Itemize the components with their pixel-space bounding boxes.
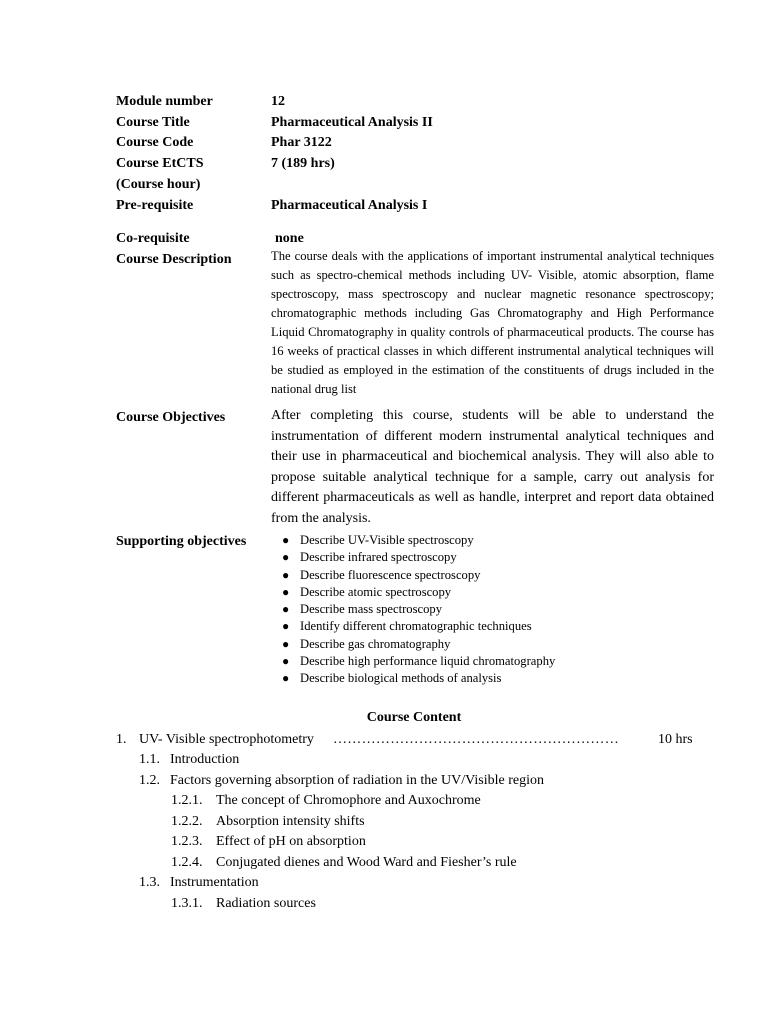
item-number: 1.2.1. [171,793,203,808]
list-item: ● Describe fluorescence spectroscopy [271,567,555,584]
item-text: UV- Visible spectrophotometry [139,732,314,747]
bullet-icon: ● [282,636,290,651]
course-etcts-value: 7 (189 hrs) [271,156,335,171]
list-item: ● Describe high performance liquid chromatography [271,653,555,670]
list-item: ● Identify different chromatographic techniques [271,618,555,635]
list-item: ● Describe atomic spectroscopy [271,584,555,601]
item-text: Factors governing absorption of radiation in the UV/Visible region [170,773,544,788]
item-number: 1.2.4. [171,855,203,870]
bullet-icon: ● [282,654,290,669]
item-text: The concept of Chromophore and Auxochrome [216,793,481,808]
list-item: ● Describe gas chromatography [271,636,555,653]
module-number-label: Module number [116,94,213,109]
course-code-value: Phar 3122 [271,135,332,150]
item-text: Radiation sources [216,896,316,911]
supporting-objectives-list [271,532,555,688]
item-text: Absorption intensity shifts [216,814,365,829]
list-item: ● Describe UV-Visible spectroscopy [271,532,555,549]
bullet-icon: ● [282,584,290,599]
module-number-value: 12 [271,94,285,109]
item-number: 1.2.2. [171,814,203,829]
pre-requisite-label: Pre-requisite [116,198,194,213]
co-requisite-label: Co-requisite [116,231,190,246]
item-hours: 10 hrs [658,732,693,747]
item-text: Effect of pH on absorption [216,834,366,849]
pre-requisite-value: Pharmaceutical Analysis I [271,198,428,213]
bullet-icon: ● [282,602,290,617]
item-number: 1. [116,732,127,747]
course-objectives-text: After completing this course, students will be able to understand the instrumentation of different modern instrumental analytical techniques and their use in pharmaceutical and biochemical analysis. They will also able to propose suitable analytical technique for a sample, carry out analysis for different pharmaceuticals as well as handle, interpret and report data obtained from the analysis. [271,408,714,526]
course-code-label: Course Code [116,135,194,150]
bullet-icon: ● [282,550,290,565]
course-hour-label: (Course hour) [116,177,201,192]
supporting-objectives-label: Supporting objectives [116,534,247,549]
list-item: ● Describe mass spectroscopy [271,601,555,618]
item-text: Introduction [170,752,240,767]
course-title-label: Course Title [116,115,190,130]
bullet-icon: ● [282,533,290,547]
course-description-text: The course deals with the applications of important instrumental analytical techniques such as spectro-chemical methods including UV- Visible, atomic absorption, flame spectroscopy, mass spectroscopy and nuclear magnetic resonance spectroscopy; chromatographic methods including Gas Chromatography and High Performance Liquid Chromatography in quality controls of pharmaceutical products. The course has 16 weeks of practical classes in which different instrumental analytical techniques will be studied as employed in the estimation of the constituents of drugs included in the national drug list [271,249,714,396]
item-text: Instrumentation [170,875,259,890]
course-objectives-label: Course Objectives [116,410,226,425]
co-requisite-value: none [275,231,304,246]
course-title-value: Pharmaceutical Analysis II [271,115,433,130]
dot-leader: …………………………………………………… [333,732,619,747]
course-etcts-label: Course EtCTS [116,156,204,171]
item-text: Conjugated dienes and Wood Ward and Fiesher’s rule [216,855,517,870]
bullet-icon: ● [282,619,290,634]
item-number: 1.3.1. [171,896,203,911]
item-number: 1.3. [139,875,160,890]
bullet-icon: ● [282,671,290,686]
item-number: 1.2.3. [171,834,203,849]
item-number: 1.2. [139,773,160,788]
list-item: ● Describe biological methods of analysis [271,670,555,687]
bullet-icon: ● [282,567,290,582]
item-number: 1.1. [139,752,160,767]
course-description-label: Course Description [116,252,232,267]
course-content-heading: Course Content [366,710,462,725]
list-item: ● Describe infrared spectroscopy [271,549,555,566]
